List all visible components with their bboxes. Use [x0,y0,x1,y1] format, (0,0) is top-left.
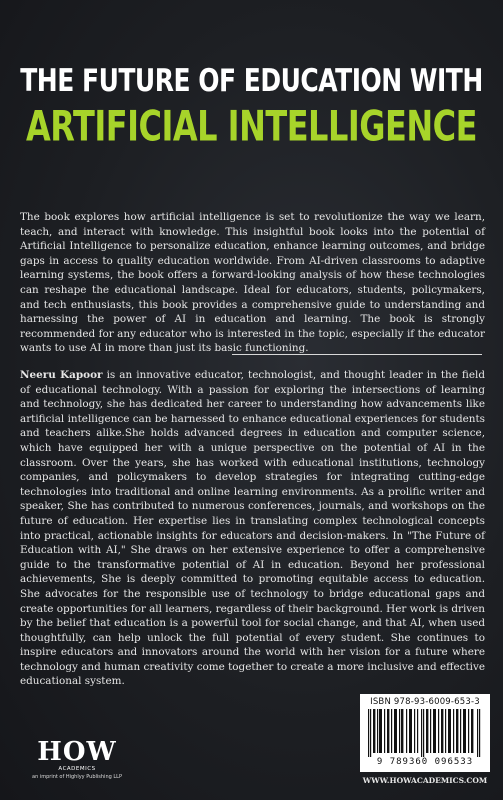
book-blurb: The book explores how artificial intelligence is set to revolutionize the way we learn, teach, and interact with knowledge. This insightful book looks into the potential of Artificial Intelligence to personalize education, enhance learning outcomes, and bridge gaps in access to quality education worldwide. From AI-driven classrooms to adaptive learning systems, the book offers a forward-looking analysis of how these technologies can reshape the educational landscape. Ideal for educators, students, policymakers, and tech enthusiasts, this book provides a comprehensive guide to understanding and harnessing the power of AI in education and learning. The book is strongly recommended for any educator who is interested in the topic, especially if the educator wants to use AI in more than just its basic functioning. [20,211,485,355]
title-block [0,62,503,151]
publisher-mark: HOW [37,737,117,767]
barcode-digits: 9 789360 096533 [376,757,474,767]
section-divider [232,354,482,355]
publisher-sub: ACADEMICS [58,766,96,772]
publisher-logo [22,737,132,780]
barcode-icon [366,709,484,757]
title-line-1: THE FUTURE OF EDUCATION WITH [20,62,483,99]
title-line-2: ARTIFICIAL INTELLIGENCE [26,101,477,151]
publisher-website: WWW.HOWACADEMICS.COM [362,776,488,785]
publisher-imprint: an imprint of Highlyy Publishing LLP [32,774,122,780]
author-bio [20,368,485,689]
author-name: Neeru Kapoor [20,369,103,381]
barcode-box [360,694,490,772]
isbn-label: ISBN 978-93-6009-653-3 [370,697,480,707]
author-bio-text: is an innovative educator, technologist, and thought leader in the field of educational technology. With a passion for exploring the intersections of learning and technology, she has dedicated her career to understanding how advancements like artificial intelligence can be harnessed to enhance educational experiences for students and teachers alike.She holds advanced degrees in education and computer science, which have equipped her with a unique perspective on the potential of AI in the classroom. Over the years, she has worked with educational institutions, technology companies, and policymakers to develop strategies for integrating cutting-edge technologies into traditional and online learning environments. As a prolific writer and speaker, She has contributed to numerous conferences, journals, and workshops on the future of education. Her expertise lies in translating complex technological concepts into practical, actionable insights for educators and decision-makers. In "The Future of Education with AI," She draws on her extensive experience to offer a comprehensive guide to the transformative potential of AI in education. Beyond her professional achievements, She is deeply committed to promoting equitable access to education. She advocates for the responsible use of technology to bridge educational gaps and create opportunities for all learners, regardless of their background. Her work is driven by the belief that education is a powerful tool for social change, and that AI, when used thoughtfully, can help unlock the full potential of every student. She continues to inspire educators and innovators around the world with her vision for a future where technology and human creativity come together to create a more inclusive and effective educational system. [20,369,485,688]
